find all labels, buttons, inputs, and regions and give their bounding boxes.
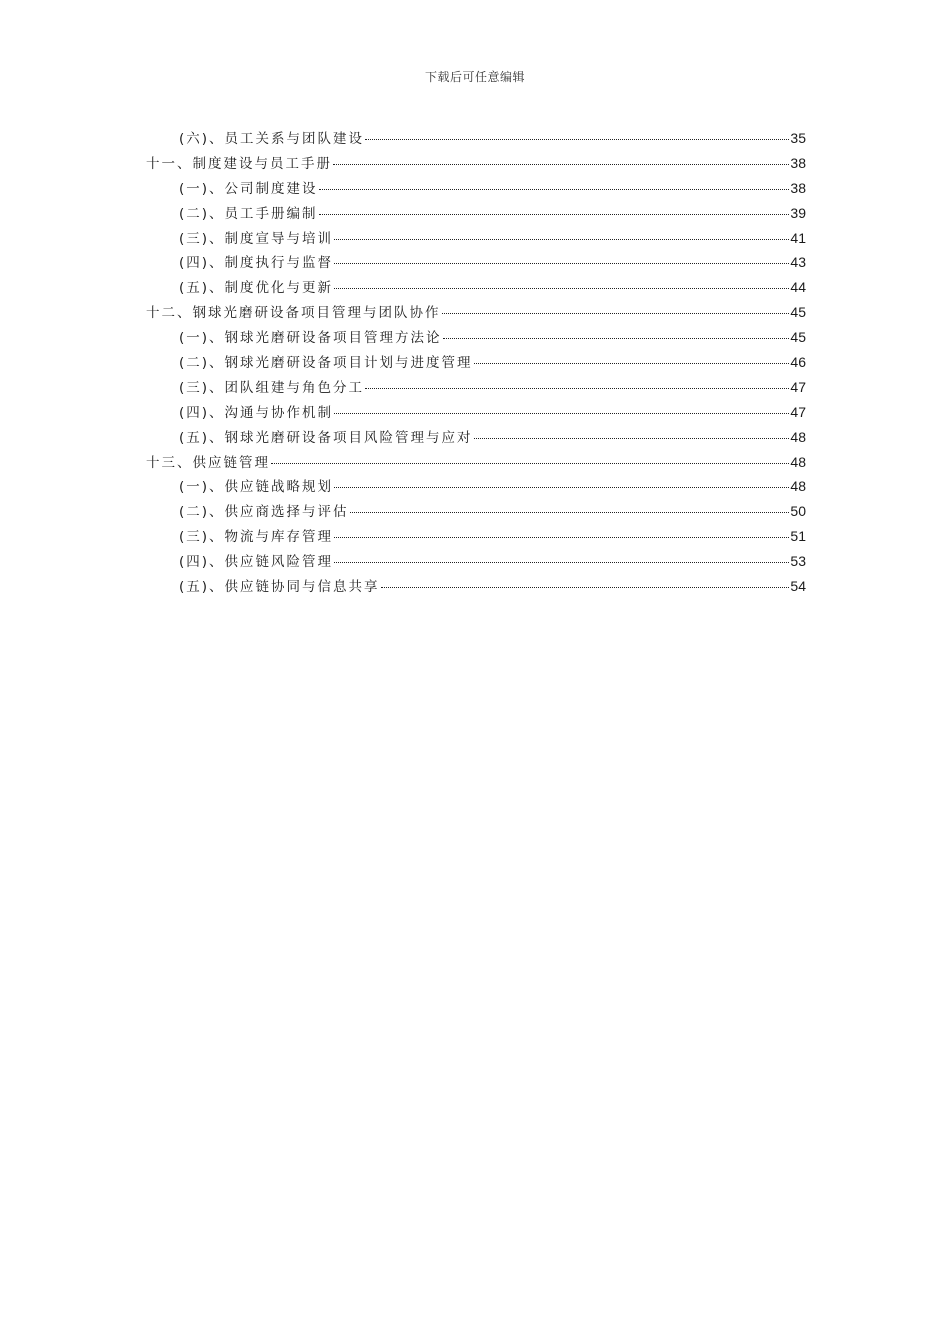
toc-entry-title: (三)、物流与库存管理 <box>179 529 334 546</box>
toc-entry-title: (五)、钢球光磨研设备项目风险管理与应对 <box>179 429 473 446</box>
toc-leader-dots <box>381 586 790 588</box>
toc-entry-page: 44 <box>790 279 806 296</box>
toc-entry[interactable] <box>146 275 806 300</box>
toc-entry[interactable] <box>146 375 806 400</box>
toc-leader-dots <box>334 262 789 264</box>
toc-leader-dots <box>334 536 789 538</box>
toc-entry-title: (三)、制度宣导与培训 <box>179 230 334 247</box>
toc-entry-page: 47 <box>790 378 806 395</box>
toc-entry[interactable] <box>146 126 806 151</box>
page-header: 下载后可任意编辑 <box>424 70 525 84</box>
toc-entry[interactable] <box>146 400 806 425</box>
toc-entry[interactable] <box>146 549 806 574</box>
toc-leader-dots <box>474 437 790 439</box>
toc-leader-dots <box>334 412 789 414</box>
toc-entry-page: 45 <box>790 304 806 321</box>
toc-entry-page: 51 <box>790 528 806 545</box>
toc-entry-page: 39 <box>790 204 806 221</box>
toc-leader-dots <box>334 561 789 563</box>
toc-entry-title: (二)、员工手册编制 <box>179 205 318 222</box>
toc-entry[interactable] <box>146 574 806 599</box>
toc-entry-title: (二)、供应商选择与评估 <box>179 504 349 521</box>
toc-entry[interactable] <box>146 151 806 176</box>
toc-leader-dots <box>365 387 789 389</box>
toc-entry-page: 53 <box>790 553 806 570</box>
toc-entry-title: (六)、员工关系与团队建设 <box>179 131 365 147</box>
toc-entry-title: (一)、钢球光磨研设备项目管理方法论 <box>179 330 442 347</box>
toc-entry[interactable] <box>146 450 806 475</box>
toc-leader-dots <box>319 213 790 215</box>
toc-entry[interactable] <box>146 201 806 226</box>
toc-entry-page: 50 <box>790 503 806 520</box>
toc-entry[interactable] <box>146 425 806 450</box>
toc-entry[interactable] <box>146 325 806 350</box>
toc-entry-title: (五)、制度优化与更新 <box>179 280 334 297</box>
toc-entry-page: 35 <box>790 130 806 146</box>
toc-entry[interactable] <box>146 176 806 201</box>
table-of-contents <box>146 126 806 599</box>
toc-entry-page: 38 <box>790 179 806 196</box>
toc-entry-page: 46 <box>790 354 806 371</box>
toc-leader-dots <box>365 138 789 140</box>
toc-entry-page: 43 <box>790 254 806 271</box>
toc-entry[interactable] <box>146 524 806 549</box>
toc-leader-dots <box>334 287 789 289</box>
toc-leader-dots <box>334 486 789 488</box>
toc-entry-title: (三)、团队组建与角色分工 <box>179 379 365 396</box>
toc-entry[interactable] <box>146 499 806 524</box>
toc-entry-page: 48 <box>790 478 806 495</box>
toc-entry-page: 38 <box>790 154 806 171</box>
toc-entry-page: 48 <box>790 428 806 445</box>
toc-entry-page: 45 <box>790 329 806 346</box>
toc-entry[interactable] <box>146 300 806 325</box>
toc-leader-dots <box>442 312 790 314</box>
toc-leader-dots <box>350 511 790 513</box>
toc-entry-page: 54 <box>790 578 806 595</box>
toc-entry-title: 十三、供应链管理 <box>146 454 270 471</box>
toc-entry-page: 41 <box>790 229 806 246</box>
toc-entry-title: (四)、供应链风险管理 <box>179 554 334 571</box>
toc-entry-title: (二)、钢球光磨研设备项目计划与进度管理 <box>179 355 473 372</box>
toc-leader-dots <box>474 362 790 364</box>
toc-entry-title: (一)、公司制度建设 <box>179 180 318 197</box>
toc-entry[interactable] <box>146 350 806 375</box>
toc-leader-dots <box>334 238 789 240</box>
toc-entry-title: (一)、供应链战略规划 <box>179 479 334 496</box>
toc-entry-title: 十一、制度建设与员工手册 <box>146 155 332 172</box>
toc-leader-dots <box>333 163 789 165</box>
toc-entry-page: 48 <box>790 453 806 470</box>
toc-entry-title: (四)、制度执行与监督 <box>179 255 334 272</box>
toc-leader-dots <box>271 462 789 464</box>
toc-entry-page: 47 <box>790 403 806 420</box>
toc-entry-title: (五)、供应链协同与信息共享 <box>179 579 380 596</box>
toc-leader-dots <box>319 188 790 190</box>
toc-leader-dots <box>443 337 790 339</box>
toc-entry-title: 十二、钢球光磨研设备项目管理与团队协作 <box>146 305 441 322</box>
toc-entry-title: (四)、沟通与协作机制 <box>179 404 334 421</box>
toc-entry[interactable] <box>146 250 806 275</box>
toc-entry[interactable] <box>146 474 806 499</box>
toc-entry[interactable] <box>146 226 806 251</box>
